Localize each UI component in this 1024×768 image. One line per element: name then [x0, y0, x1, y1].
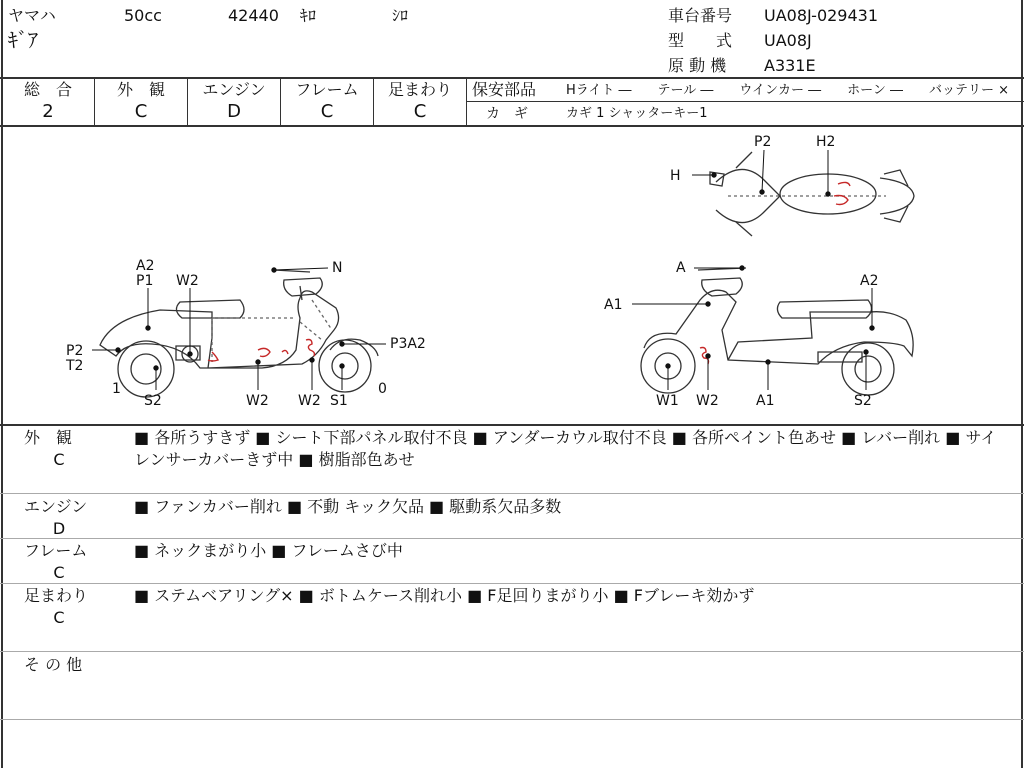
diagram-label: S2 [854, 393, 872, 409]
mileage-unit: ｷﾛ [300, 6, 317, 25]
detail-category: エンジン [24, 497, 88, 516]
type: UA08J [764, 31, 812, 50]
rating-label: 総 合 [23, 80, 72, 99]
divider [0, 77, 1024, 79]
rating-value: C [320, 101, 334, 122]
diagram-label: W2 [176, 273, 199, 289]
displacement: 50cc [124, 6, 162, 25]
diagram-label: W2 [696, 393, 719, 409]
detail-text: ■ 各所うすきず ■ シート下部パネル取付不良 ■ アンダーカウル取付不良 ■ 各所ペイント色あせ ■ レバー削れ ■ サイレンサーカバーきず中 ■ 樹脂部色あせ [134, 428, 997, 469]
scooter-left-view [100, 270, 378, 397]
detail-category: そ の 他 [24, 655, 83, 674]
diagram-label: A2 [136, 258, 155, 274]
detail-grade: C [53, 563, 65, 582]
divider [0, 651, 1024, 652]
color: ｼﾛ [392, 6, 409, 25]
safety-items: Hライト ― テール ― ウインカー ― ホーン ― バッテリー × [566, 83, 1010, 98]
diagram-label: H [670, 168, 681, 184]
detail-grade: D [52, 519, 66, 538]
diagram-label: P2 [66, 343, 84, 359]
engine-label: 原 動 機 [668, 56, 727, 75]
model-name: ｷﾞｱ [8, 28, 38, 52]
diagram-label: A [676, 260, 686, 276]
rating-value: C [413, 101, 427, 122]
diagram-label: S1 [330, 393, 348, 409]
rating-label: エンジン [202, 80, 266, 99]
detail-text: ■ ステムベアリング× ■ ボトムケース削れ小 ■ F足回りまがり小 ■ Fブレーキ効かず [134, 586, 755, 605]
frame-no: UA08J-029431 [764, 6, 879, 25]
mileage: 42440 [228, 6, 279, 25]
divider [0, 583, 1024, 584]
frame-no-label: 車台番号 [668, 6, 733, 25]
divider [0, 424, 1024, 426]
diagram-label: S2 [144, 393, 162, 409]
safety-label: 保安部品 [472, 80, 537, 99]
rating-label: 足まわり [387, 80, 452, 99]
rating-value: D [227, 101, 241, 122]
diagram-label: N [332, 260, 343, 276]
detail-grade: C [53, 608, 65, 627]
engine: A331E [764, 56, 816, 75]
detail-category: 外 観 [24, 428, 73, 447]
key-label: カ ギ [486, 106, 528, 122]
rating-label: フレーム [295, 80, 359, 99]
rating-value: 2 [42, 101, 54, 122]
divider [0, 719, 1024, 720]
detail-grade: C [53, 450, 65, 469]
diagram-label: P1 [136, 273, 154, 289]
diagram-label: A1 [604, 297, 623, 313]
divider [466, 78, 467, 125]
detail-category: 足まわり [24, 586, 89, 605]
diagram-label: W2 [246, 393, 269, 409]
divider [0, 493, 1024, 494]
divider [466, 101, 1024, 102]
diagram-label: A2 [860, 273, 879, 289]
detail-category: フレーム [24, 541, 88, 560]
rating-label: 外 観 [116, 80, 165, 99]
detail-text: ■ ネックまがり小 ■ フレームさび中 [134, 541, 403, 560]
maker: ヤマハ [8, 6, 56, 25]
divider [0, 538, 1024, 539]
damage-marks [208, 182, 850, 364]
diagram-label: W2 [298, 393, 321, 409]
damage-diagram [0, 126, 1024, 424]
detail-text: ■ ファンカバー削れ ■ 不動 キック欠品 ■ 駆動系欠品多数 [134, 497, 562, 516]
diagram-label: P3A2 [390, 336, 426, 352]
diagram-label: T2 [66, 358, 84, 374]
diagram-label: A1 [756, 393, 775, 409]
rating-value: C [134, 101, 148, 122]
key-value: カギ 1 シャッターキー1 [566, 106, 708, 121]
scooter-top-view [710, 152, 914, 236]
diagram-label: 1 [112, 381, 121, 397]
diagram-label: P2 [754, 134, 772, 150]
diagram-label: 0 [378, 381, 387, 397]
type-label: 型 式 [668, 31, 733, 50]
diagram-label: W1 [656, 393, 679, 409]
diagram-label: H2 [816, 134, 836, 150]
